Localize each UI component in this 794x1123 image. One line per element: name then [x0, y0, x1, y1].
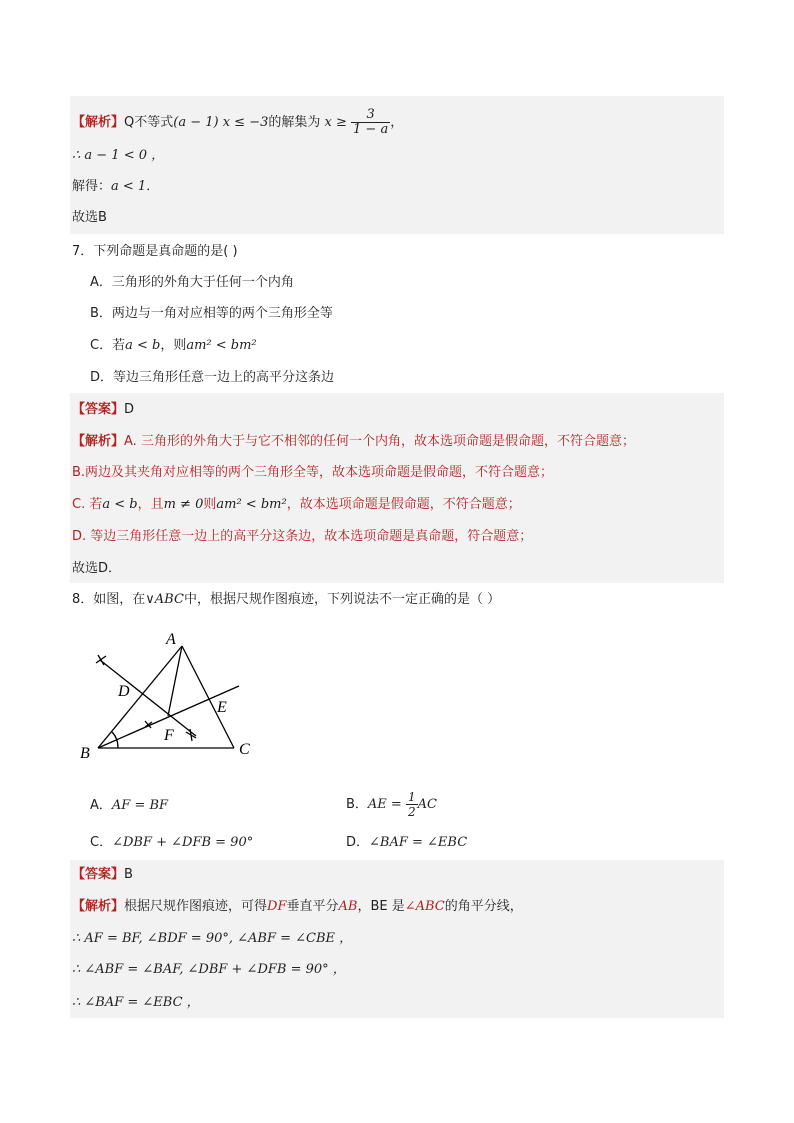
q8-explanation-line2: ∴ AF = BF, ∠BDF = 90°, ∠ABF = ∠CBE ， [72, 931, 353, 946]
q6-explanation-line1 [72, 108, 403, 137]
q8-explanation-line1 [72, 898, 523, 916]
text: 则 [203, 497, 217, 512]
q7-answer-block [70, 393, 724, 583]
text: Q不等式 [124, 115, 174, 130]
q8-explanation-line3: ∴ ∠ABF = ∠BAF, ∠DBF + ∠DFB = 90° ， [72, 962, 346, 977]
segment-af [168, 646, 182, 716]
text: D． [346, 835, 370, 850]
text: 的角平分线， [444, 899, 523, 914]
q7-explanation-a [72, 433, 635, 451]
inequality: (a − 1) x ≤ −3 [173, 115, 269, 130]
q8-option-c [90, 834, 253, 852]
math: a < 1 [111, 179, 147, 194]
math: a < b [125, 338, 161, 353]
q7-answer [72, 401, 134, 419]
text: C．若 [90, 338, 126, 353]
jiexi-tag: 【解析】 [72, 434, 125, 449]
jiexi-tag: 【解析】 [72, 899, 125, 914]
q7-explanation-b: B.两边及其夹角对应相等的两个三角形全等，故本选项命题是假命题，不符合题意； [72, 465, 554, 480]
text: A. 三角形的外角大于与它不相邻的任何一个内角，故本选项命题是假命题，不符合题意； [124, 434, 635, 449]
geometry-figure [76, 628, 276, 763]
text: ， [390, 115, 404, 130]
label-f: F [164, 727, 174, 744]
text: 8．如图，在 [72, 592, 146, 607]
text: ，BE 是 [357, 899, 405, 914]
q8-answer [72, 866, 133, 884]
q8-stem [72, 591, 500, 609]
q7-conclusion: 故选D． [72, 561, 122, 576]
q6-explanation-line3 [72, 178, 159, 196]
fraction [406, 790, 418, 819]
math: ∠ABC [404, 899, 445, 914]
label-d: D [118, 683, 130, 700]
q7-explanation-c [72, 496, 521, 514]
text: 解得： [72, 179, 112, 194]
text: 根据尺规作图痕迹，可得 [124, 899, 268, 914]
math: m ≠ 0 [163, 497, 204, 512]
q7-option-b: B．两边与一角对应相等的两个三角形全等 [90, 306, 333, 321]
q8-option-d [346, 834, 467, 852]
text: B． [346, 797, 368, 812]
text: C． [90, 835, 113, 850]
q7-explanation-d: D. 等边三角形任意一边上的高平分这条边，故本选项命题是真命题，符合题意； [72, 529, 533, 544]
math: ∠DBF + ∠DFB = 90° [112, 835, 254, 850]
text: ． [146, 179, 160, 194]
label-a: A [166, 631, 176, 648]
math: AC [417, 797, 437, 812]
math: am² < bm² [186, 338, 257, 353]
math: am² < bm² [216, 497, 287, 512]
label-c: C [239, 741, 250, 758]
jiexi-tag: 【解析】 [72, 115, 125, 130]
math: a < b [102, 497, 138, 512]
text: 中，根据尺规作图痕迹，下列说法不一定正确的是（ ） [183, 592, 501, 607]
q6-conclusion: 故选B [72, 210, 107, 225]
math: DF [267, 899, 287, 914]
fraction [351, 108, 390, 137]
text: ，则 [160, 338, 187, 353]
label-e: E [217, 699, 227, 716]
math: ∨ABC [145, 592, 184, 607]
text: C. 若 [72, 497, 103, 512]
solution-lhs: x ≥ [324, 115, 347, 130]
math: ∠BAF = ∠EBC [369, 835, 468, 850]
q6-explanation-line2: ∴ a − 1 < 0 ， [72, 148, 165, 163]
answer-tag: 【答案】 [72, 867, 125, 882]
q8-option-b [346, 790, 437, 819]
fraction-numerator: 1 [407, 790, 416, 804]
q7-option-d: D．等边三角形任意一边上的高平分这条边 [90, 370, 335, 385]
text: A． [90, 798, 112, 813]
math: AB [338, 899, 358, 914]
text: ，故本选项命题是假命题，不符合题意； [286, 497, 521, 512]
q7-stem: 7．下列命题是真命题的是( ) [72, 244, 238, 259]
text: ，且 [137, 497, 164, 512]
math: AE = [367, 797, 402, 812]
math: AF = BF [111, 798, 169, 813]
fraction-numerator: 3 [351, 108, 390, 123]
text: 垂直平分 [286, 899, 339, 914]
fraction-denominator: 2 [407, 805, 416, 819]
segment-ac [182, 646, 234, 748]
answer-value: D [124, 402, 135, 417]
q7-option-a: A．三角形的外角大于任何一个内角 [90, 275, 294, 290]
label-b: B [80, 745, 90, 762]
answer-tag: 【答案】 [72, 402, 125, 417]
q8-option-a [90, 797, 168, 815]
fraction-denominator: 1 − a [353, 122, 389, 137]
answer-value: B [124, 867, 133, 882]
q8-explanation-line4: ∴ ∠BAF = ∠EBC ， [72, 995, 200, 1010]
text: 的解集为 [268, 115, 321, 130]
q7-option-c [90, 337, 257, 355]
